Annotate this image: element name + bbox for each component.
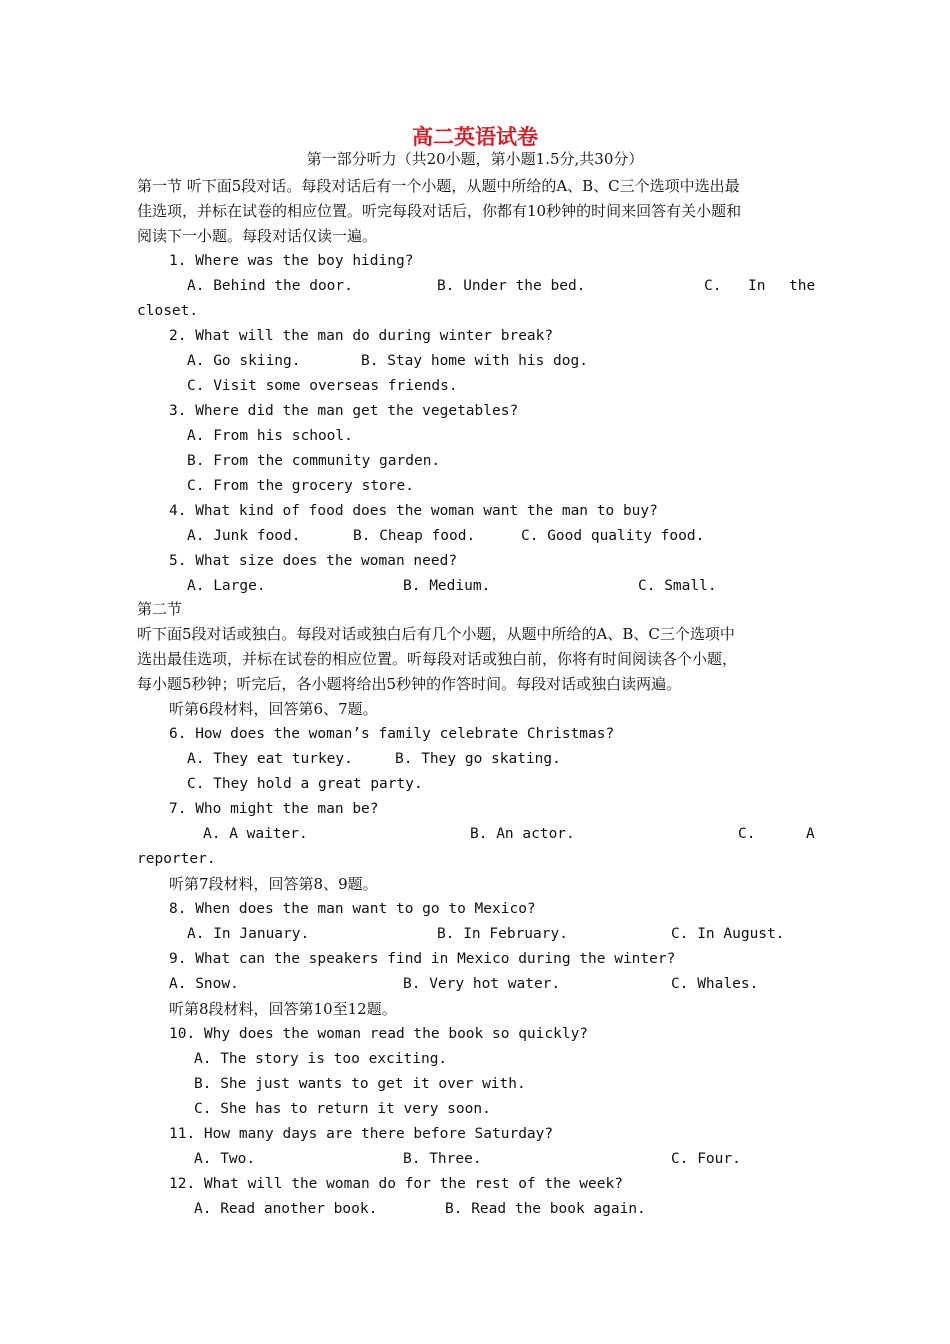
question-7-option-c-word1: A: [806, 826, 815, 842]
question-9-option-a: A. Snow.: [169, 976, 239, 992]
page-title: 高二英语试卷: [412, 124, 538, 149]
question-5-option-c: C. Small.: [638, 578, 717, 594]
question-8-option-a: A. In January.: [187, 926, 310, 942]
question-1-option-c-word2: the: [789, 278, 816, 294]
question-6-option-c: C. They hold a great party.: [187, 776, 423, 792]
question-1-option-a: A. Behind the door.: [187, 278, 353, 294]
question-7: 7. Who might the man be?: [169, 801, 379, 817]
question-10-option-b: B. She just wants to get it over with.: [194, 1076, 526, 1092]
question-2-option-c: C. Visit some overseas friends.: [187, 378, 458, 394]
question-3-option-a: A. From his school.: [187, 428, 353, 444]
question-5-option-b: B. Medium.: [403, 578, 491, 594]
section2-instructions-line2: 选出最佳选项，并标在试卷的相应位置。听每段对话或独白前，你将有时间阅读各个小题，: [137, 650, 738, 668]
question-8: 8. When does the man want to go to Mexico?: [169, 901, 536, 917]
question-11-option-c: C. Four.: [671, 1151, 741, 1167]
question-7-option-c-letter: C.: [738, 826, 756, 842]
question-5: 5. What size does the woman need?: [169, 553, 458, 569]
question-9: 9. What can the speakers find in Mexico during the winter?: [169, 951, 676, 967]
question-7-option-b: B. An actor.: [470, 826, 575, 842]
question-12-option-b: B. Read the book again.: [445, 1201, 646, 1217]
question-2-option-a: A. Go skiing.: [187, 353, 301, 369]
section2-heading: 第二节: [137, 600, 183, 618]
question-3: 3. Where did the man get the vegetables?: [169, 403, 519, 419]
question-11-option-a: A. Two.: [194, 1151, 256, 1167]
question-10-option-a: A. The story is too exciting.: [194, 1051, 448, 1067]
question-11: 11. How many days are there before Saturday?: [169, 1126, 554, 1142]
question-4: 4. What kind of food does the woman want the man to buy?: [169, 503, 658, 519]
question-7-option-a: A. A waiter.: [203, 826, 308, 842]
section2-instructions-line1: 听下面5段对话或独白。每段对话或独白后有几个小题，从题中所给的A、B、C三个选项中: [137, 625, 735, 643]
section1-instructions-line3: 阅读下一小题。每段对话仅读一遍。: [137, 227, 378, 245]
question-1-option-b: B. Under the bed.: [437, 278, 586, 294]
question-6-option-a: A. They eat turkey.: [187, 751, 353, 767]
question-6: 6. How does the woman’s family celebrate Christmas?: [169, 726, 615, 742]
question-8-option-b: B. In February.: [437, 926, 568, 942]
material-6-heading: 听第6段材料，回答第6、7题。: [169, 700, 378, 718]
question-11-option-b: B. Three.: [403, 1151, 482, 1167]
question-1-option-c-word3: closet.: [137, 303, 199, 319]
question-1: 1. Where was the boy hiding?: [169, 253, 414, 269]
question-9-option-b: B. Very hot water.: [403, 976, 561, 992]
question-7-option-c-word2: reporter.: [137, 851, 216, 867]
question-2: 2. What will the man do during winter break?: [169, 328, 554, 344]
question-10-option-c: C. She has to return it very soon.: [194, 1101, 491, 1117]
question-12: 12. What will the woman do for the rest of the week?: [169, 1176, 623, 1192]
section1-instructions-line1: 第一节 听下面5段对话。每段对话后有一个小题，从题中所给的A、B、C三个选项中选出最: [137, 177, 740, 195]
question-5-option-a: A. Large.: [187, 578, 266, 594]
material-8-heading: 听第8段材料，回答第10至12题。: [169, 1000, 397, 1018]
question-1-option-c-word1: In: [748, 278, 766, 294]
question-6-option-b: B. They go skating.: [395, 751, 561, 767]
section1-instructions-line2: 佳选项，并标在试卷的相应位置。听完每段对话后，你都有10秒钟的时间来回答有关小题和: [137, 202, 742, 220]
part-one-heading: 第一部分听力（共20小题，第小题1.5分,共30分）: [306, 150, 644, 168]
question-9-option-c: C. Whales.: [671, 976, 759, 992]
material-7-heading: 听第7段材料，回答第8、9题。: [169, 875, 378, 893]
question-4-option-c: C. Good quality food.: [521, 528, 705, 544]
question-3-option-c: C. From the grocery store.: [187, 478, 414, 494]
question-1-option-c-letter: C.: [704, 278, 722, 294]
section2-instructions-line3: 每小题5秒钟；听完后，各小题将给出5秒钟的作答时间。每段对话或独白读两遍。: [137, 675, 682, 693]
question-2-option-b: B. Stay home with his dog.: [361, 353, 588, 369]
question-10: 10. Why does the woman read the book so quickly?: [169, 1026, 589, 1042]
question-4-option-a: A. Junk food.: [187, 528, 301, 544]
question-12-option-a: A. Read another book.: [194, 1201, 378, 1217]
question-4-option-b: B. Cheap food.: [353, 528, 476, 544]
question-3-option-b: B. From the community garden.: [187, 453, 441, 469]
question-8-option-c: C. In August.: [671, 926, 785, 942]
